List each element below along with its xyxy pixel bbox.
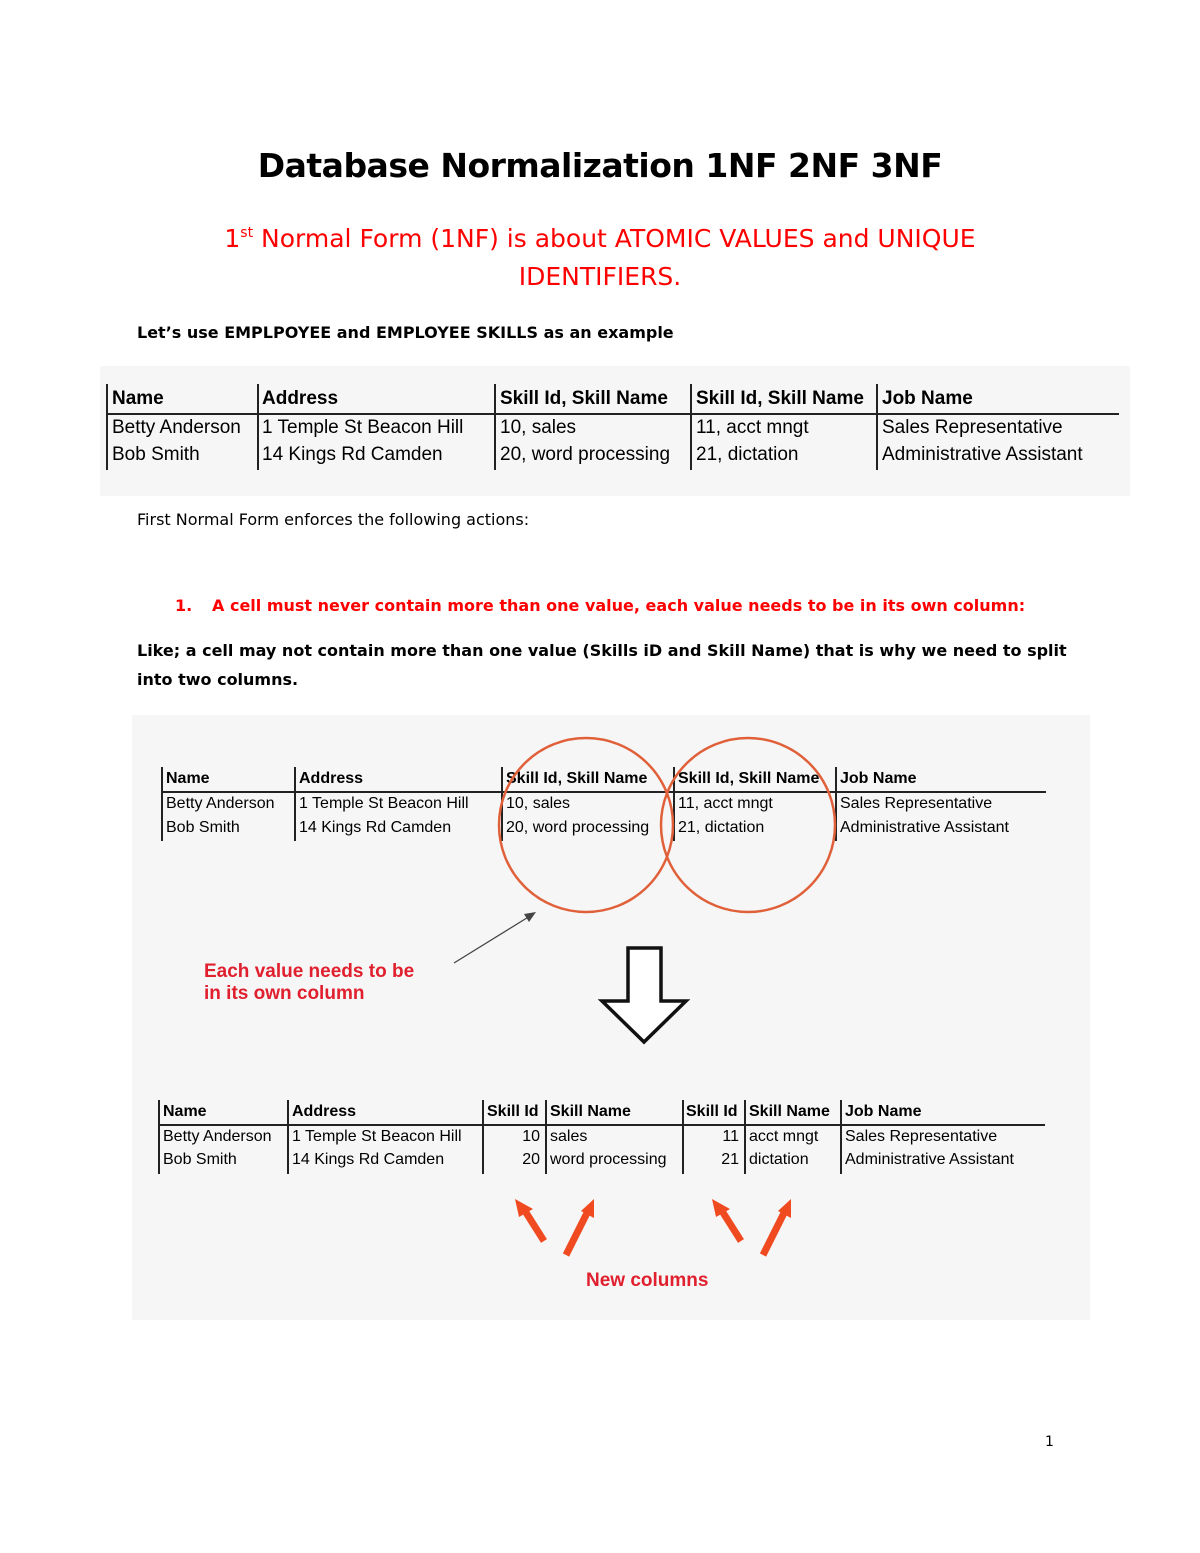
table-cell: 14 Kings Rd Camden: [292, 1151, 445, 1168]
table-header-cell: Skill Name: [550, 1103, 631, 1120]
orange-arrow-icon: [525, 1211, 544, 1241]
table-cell: 1 Temple St Beacon Hill: [292, 1128, 462, 1145]
subtitle-line-1: [0, 224, 1200, 253]
pointer-arrow-line: [454, 916, 530, 963]
table-header-rule: [158, 1124, 1045, 1126]
table-cell: Administrative Assistant: [840, 819, 1009, 836]
explanation-line-2: into two columns.: [137, 670, 299, 689]
table-header-cell: Skill Id: [686, 1103, 738, 1120]
table-border: [494, 384, 496, 470]
table-border: [257, 384, 259, 470]
first-normal-form-text: First Normal Form enforces the following actions:: [137, 510, 530, 529]
intro-text: Let’s use EMPLPOYEE and EMPLOYEE SKILLS as an example: [137, 323, 674, 342]
table-border: [690, 384, 692, 470]
table-cell: 21, dictation: [696, 444, 799, 465]
highlight-circle-right: [661, 738, 835, 912]
explanation-line-1: Like; a cell may not contain more than one value (Skills iD and Skill Name) that is why we need to split: [137, 641, 1067, 660]
table-border: [744, 1100, 746, 1174]
table-cell: Betty Anderson: [112, 417, 241, 438]
caption-line: Each value needs to be: [204, 961, 415, 982]
table-cell: 1 Temple St Beacon Hill: [262, 417, 464, 438]
table-header-cell: Job Name: [840, 770, 917, 787]
table-header-rule: [106, 413, 1119, 415]
table-cell: Sales Representative: [845, 1128, 998, 1145]
subtitle-sup: st: [240, 225, 254, 241]
table-cell: Bob Smith: [163, 1151, 237, 1168]
caption-each-value: [204, 961, 414, 1005]
table-cell: 10, sales: [500, 417, 577, 438]
table-cell: 20, word processing: [500, 444, 671, 465]
caption-line: in its own column: [204, 983, 365, 1004]
table-border: [545, 1100, 547, 1174]
pointer-arrow-head: [524, 912, 536, 922]
table-cell: word processing: [550, 1151, 667, 1168]
table-cell: 11: [722, 1128, 739, 1145]
table-border: [682, 1100, 684, 1174]
table-header-cell: Address: [292, 1103, 357, 1120]
table-header-cell: Job Name: [845, 1103, 922, 1120]
table-cell: Betty Anderson: [166, 795, 275, 812]
table-border: [158, 1100, 160, 1174]
table-header-cell: Name: [163, 1103, 207, 1120]
table-cell: Sales Representative: [882, 417, 1063, 438]
normalization-diagram: [132, 715, 1090, 1320]
diagram-graphics: [132, 715, 1090, 1320]
rule-1: [175, 596, 1025, 615]
table-cell: 1 Temple St Beacon Hill: [299, 795, 469, 812]
orange-arrow-icon: [763, 1211, 785, 1255]
table-cell: Administrative Assistant: [882, 444, 1083, 465]
table-header-cell: Skill Id, Skill Name: [678, 770, 820, 787]
new-column-arrows: [515, 1199, 791, 1255]
table-border: [840, 1100, 842, 1174]
subtitle-prefix: 1: [224, 224, 241, 253]
table-header-cell: Skill Id, Skill Name: [506, 770, 648, 787]
table-cell: acct mngt: [749, 1128, 819, 1145]
rule-text: A cell must never contain more than one value, each value needs to be in its own column:: [212, 596, 1026, 615]
down-arrow-icon: [602, 948, 686, 1042]
table-cell: Sales Representative: [840, 795, 993, 812]
orange-arrow-icon: [566, 1211, 588, 1255]
table-cell: Administrative Assistant: [845, 1151, 1014, 1168]
table-header-cell: Address: [299, 770, 364, 787]
orange-arrow-icon: [722, 1211, 741, 1241]
table-border: [482, 1100, 484, 1174]
subtitle-rest: Normal Form (1NF) is about ATOMIC VALUES and UNIQUE: [253, 224, 976, 253]
table-cell: 11, acct mngt: [678, 795, 773, 812]
table-cell: 21, dictation: [678, 819, 765, 836]
table-header-cell: Name: [166, 770, 210, 787]
table-header-cell: Skill Name: [749, 1103, 830, 1120]
table-cell: 21: [721, 1151, 739, 1168]
example-table-image: [100, 366, 1130, 496]
table-header-cell: Name: [112, 388, 164, 409]
highlight-circle-left: [499, 738, 673, 912]
table-cell: dictation: [749, 1151, 809, 1168]
table-cell: Bob Smith: [112, 444, 200, 465]
table-cell: Betty Anderson: [163, 1128, 272, 1145]
table-cell: Bob Smith: [166, 819, 240, 836]
rule-number: 1.: [175, 596, 193, 615]
page-title: Database Normalization 1NF 2NF 3NF: [257, 146, 943, 185]
table-border: [876, 384, 878, 470]
table-border: [287, 1100, 289, 1174]
table-cell: 20: [522, 1151, 540, 1168]
table-cell: 10: [522, 1128, 540, 1145]
table-header-cell: Address: [262, 388, 339, 409]
table-cell: 11, acct mngt: [696, 417, 809, 438]
table-cell: 14 Kings Rd Camden: [262, 444, 443, 465]
table-header-cell: Skill Id, Skill Name: [500, 388, 668, 409]
page-number: 1: [1045, 1434, 1054, 1450]
subtitle-line-2: IDENTIFIERS.: [518, 262, 682, 291]
table-header-cell: Job Name: [882, 388, 973, 409]
table-cell: sales: [550, 1128, 588, 1145]
table-cell: 14 Kings Rd Camden: [299, 819, 452, 836]
table-cell: 20, word processing: [506, 819, 650, 836]
table-header-cell: Skill Id: [487, 1103, 539, 1120]
table-cell: 10, sales: [506, 795, 571, 812]
caption-new-columns: New columns: [586, 1270, 709, 1291]
table-border: [106, 384, 108, 470]
table-header-cell: Skill Id, Skill Name: [696, 388, 864, 409]
